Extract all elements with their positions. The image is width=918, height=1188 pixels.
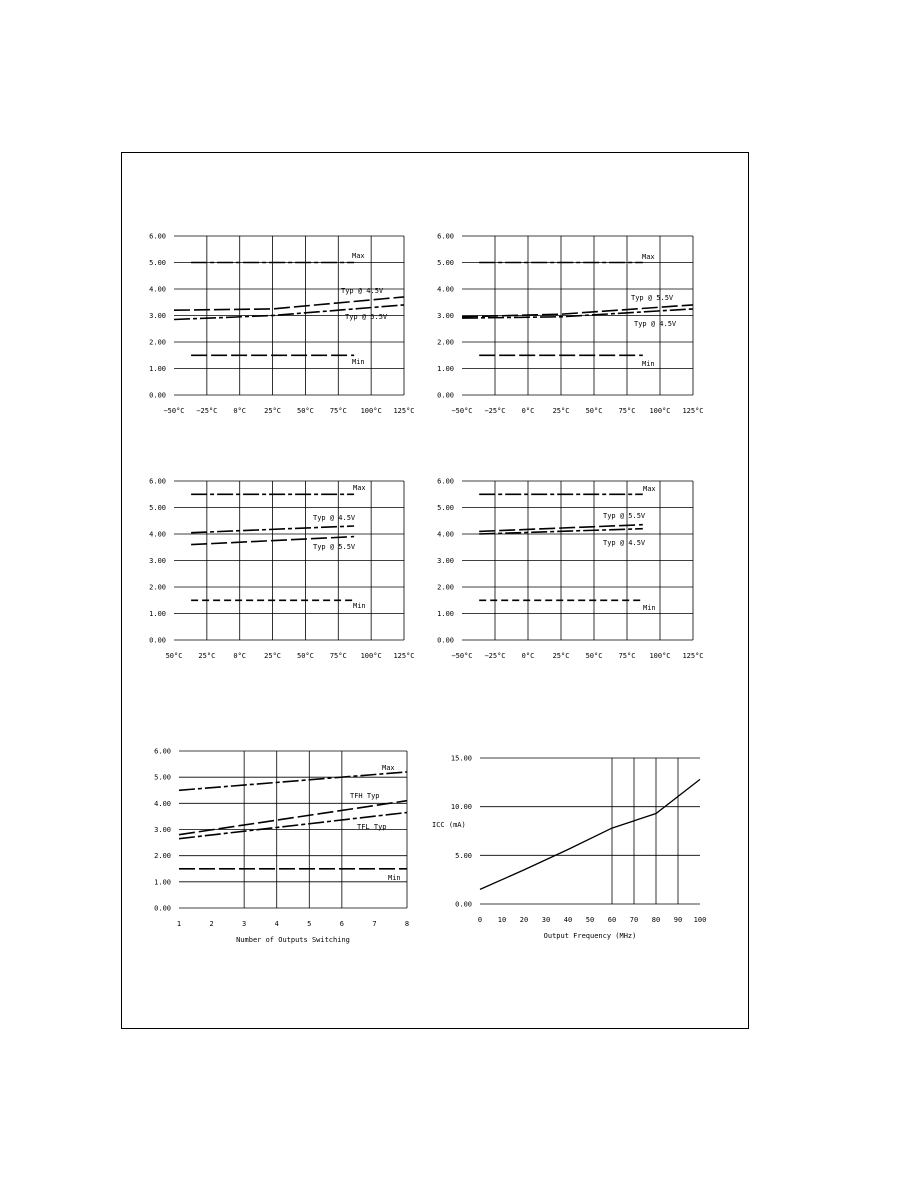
series-label: Min: [388, 874, 401, 882]
x-tick-label: 75°C: [618, 407, 636, 415]
x-tick-label: 100°C: [649, 407, 671, 415]
x-tick-label: 25°C: [264, 407, 282, 415]
x-tick-label: 125°C: [393, 652, 415, 660]
x-tick-label: 50°C: [296, 407, 314, 415]
y-tick-label: 2.00: [149, 338, 166, 347]
x-tick-label: 25°C: [264, 652, 282, 660]
y-tick-label: 2.00: [149, 583, 166, 592]
y-tick-label: 5.00: [154, 773, 171, 782]
y-tick-label: 0.00: [455, 900, 472, 909]
y-tick-label: 0.00: [149, 636, 166, 645]
series-label: Typ @ 4.5V: [341, 287, 384, 295]
y-tick-label: 2.00: [437, 338, 454, 347]
x-tick-label: 75°C: [329, 652, 347, 660]
y-tick-label: 5.00: [437, 259, 454, 267]
chart-4: [437, 478, 703, 661]
y-tick-label: 3.00: [437, 557, 454, 565]
series-label: Typ @ 4.5V: [603, 539, 646, 547]
y-tick-label: 0.00: [149, 391, 166, 400]
x-tick-label: 80: [651, 916, 661, 924]
y-tick-label: 6.00: [149, 232, 166, 241]
y-tick-label: 4.00: [149, 285, 166, 294]
x-tick-label: 8: [404, 920, 410, 928]
y-tick-label: 5.00: [149, 504, 166, 512]
y-tick-label: 1.00: [149, 610, 166, 618]
x-tick-label: 50: [585, 916, 595, 924]
x-tick-label: 75°C: [329, 407, 347, 415]
y-tick-label: 1.00: [437, 610, 454, 618]
x-tick-label: 70: [629, 916, 639, 924]
y-tick-label: 3.00: [154, 826, 171, 834]
series-line-1: [179, 772, 407, 790]
x-tick-label: 0°C: [233, 652, 247, 660]
y-tick-label: 2.00: [437, 583, 454, 592]
series-label: Typ @ 5.5V: [603, 512, 646, 520]
y-tick-label: 0.00: [437, 636, 454, 645]
y-tick-label: 6.00: [154, 747, 171, 756]
x-axis-title: Number of Outputs Switching: [236, 936, 350, 944]
x-tick-label: 3: [242, 920, 247, 928]
x-tick-label: 1: [176, 920, 182, 928]
chart-6: [432, 755, 706, 941]
series-label: Min: [643, 604, 656, 612]
x-tick-label: 100: [693, 916, 707, 924]
y-tick-label: 6.00: [437, 477, 454, 486]
x-tick-label: 20: [519, 916, 529, 924]
x-tick-label: −50°C: [163, 407, 185, 415]
series-label: TFH Typ: [350, 792, 380, 800]
y-tick-label: 2.00: [154, 852, 171, 861]
series-label: Typ @ 5.5V: [313, 543, 356, 551]
x-tick-label: 125°C: [393, 407, 415, 415]
y-tick-label: 1.00: [437, 365, 454, 373]
x-tick-label: 7: [372, 920, 377, 928]
x-tick-label: 60: [607, 916, 617, 924]
series-label: TFL Typ: [357, 823, 387, 831]
x-tick-label: −50°C: [451, 652, 473, 660]
x-tick-label: 25°C: [198, 652, 216, 660]
x-tick-label: 100°C: [360, 407, 382, 415]
y-tick-label: 6.00: [437, 232, 454, 241]
y-tick-label: 6.00: [149, 477, 166, 486]
x-tick-label: −50°C: [451, 407, 473, 415]
x-tick-label: 5: [307, 920, 312, 928]
y-tick-label: 10.00: [450, 803, 472, 812]
x-tick-label: 2: [209, 920, 214, 928]
chart-3: [149, 478, 414, 661]
chart-2: [437, 233, 703, 416]
x-tick-label: 0°C: [521, 652, 535, 660]
y-tick-label: 1.00: [154, 878, 171, 887]
y-tick-label: 3.00: [149, 312, 166, 320]
y-tick-label: 3.00: [437, 312, 454, 320]
x-tick-label: 0°C: [233, 407, 247, 415]
x-tick-label: 125°C: [682, 407, 704, 415]
y-tick-label: 4.00: [437, 285, 454, 294]
series-label: Max: [352, 252, 365, 260]
y-tick-label: 3.00: [149, 557, 166, 565]
y-axis-title: ICC (mA): [432, 820, 466, 829]
series-label: Typ @ 4.5V: [313, 514, 356, 522]
series-label: Max: [353, 484, 366, 492]
x-tick-label: 30: [541, 916, 551, 924]
chart-1: [149, 233, 414, 416]
x-tick-label: 100°C: [649, 652, 671, 660]
y-tick-label: 5.00: [455, 851, 472, 860]
series-label: Max: [642, 253, 655, 261]
y-tick-label: 5.00: [437, 504, 454, 512]
x-tick-label: 75°C: [618, 652, 636, 660]
x-tick-label: 50°C: [296, 652, 314, 660]
series-label: Typ @ 4.5V: [634, 320, 677, 328]
series-label: Min: [642, 360, 655, 368]
x-tick-label: 0: [477, 916, 483, 924]
series-label: Typ @ 5.5V: [631, 294, 674, 302]
x-tick-label: 125°C: [682, 652, 704, 660]
y-tick-label: 4.00: [149, 530, 166, 539]
y-tick-label: 0.00: [437, 391, 454, 400]
y-tick-label: 1.00: [149, 365, 166, 373]
x-tick-label: 50°C: [165, 652, 183, 660]
x-tick-label: 25°C: [552, 652, 570, 660]
series-label: Max: [382, 764, 395, 772]
x-tick-label: 25°C: [552, 407, 570, 415]
y-tick-label: 0.00: [154, 904, 171, 913]
y-tick-label: 4.00: [154, 799, 171, 808]
x-tick-label: −25°C: [484, 652, 506, 660]
x-axis-title: Output Frequency (MHz): [543, 932, 637, 940]
x-tick-label: 4: [274, 920, 279, 928]
y-tick-label: 15.00: [450, 754, 472, 763]
x-tick-label: 40: [563, 916, 573, 924]
x-tick-label: 50°C: [585, 407, 603, 415]
x-tick-label: −25°C: [484, 407, 506, 415]
x-tick-label: 0°C: [521, 407, 535, 415]
series-label: Min: [353, 602, 366, 610]
chart-5: [154, 748, 409, 945]
x-tick-label: −25°C: [196, 407, 218, 415]
x-tick-label: 100°C: [360, 652, 382, 660]
series-line-1: [480, 779, 700, 889]
x-tick-label: 90: [673, 916, 683, 924]
x-tick-label: 50°C: [585, 652, 603, 660]
series-label: Min: [352, 358, 365, 366]
x-tick-label: 6: [339, 920, 344, 928]
series-label: Typ @ 5.5V: [345, 313, 388, 321]
y-tick-label: 4.00: [437, 530, 454, 539]
y-tick-label: 5.00: [149, 259, 166, 267]
series-label: Max: [643, 485, 656, 493]
x-tick-label: 10: [497, 916, 507, 924]
